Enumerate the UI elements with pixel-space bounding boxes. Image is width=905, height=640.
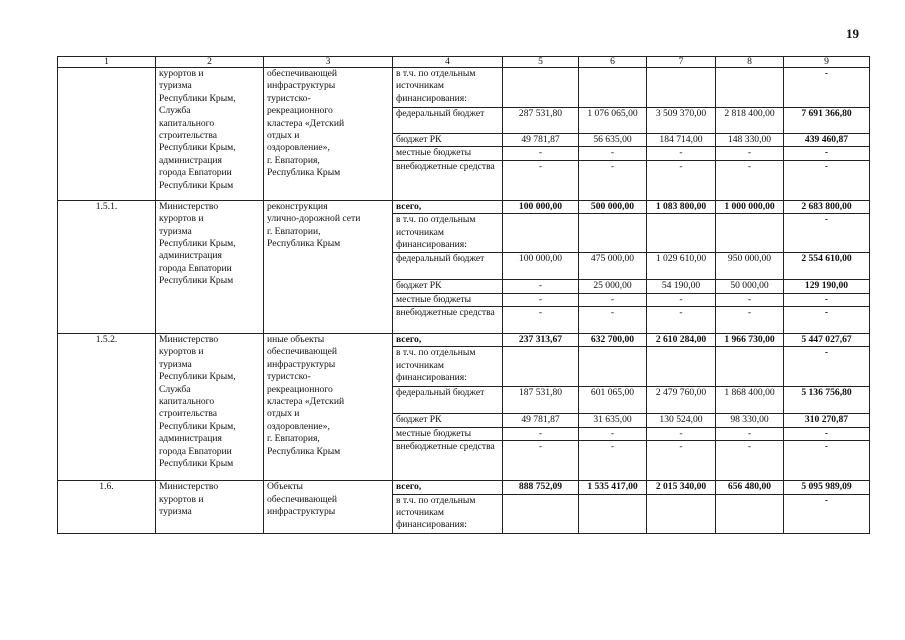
amount-cell: - [647,293,716,306]
amount-cell: - [716,441,784,481]
amount-cell [503,214,579,253]
table-row [58,200,870,213]
amount-cell: - [503,427,579,440]
amount-cell: 130 524,00 [647,414,716,427]
amount-cell: 3 509 370,00 [647,108,716,134]
object-description: реконструкция улично-дорожной сети г. Евпатории, Республика Крым [264,200,393,333]
amount-cell: 1 000 000,00 [716,200,784,213]
amount-cell: 5 136 756,80 [784,387,870,414]
financing-source-label: внебюджетные средства [393,441,503,481]
amount-cell: - [784,160,870,200]
financing-source-label: местные бюджеты [393,147,503,160]
amount-cell: 54 190,00 [647,280,716,293]
amount-cell: - [579,160,647,200]
financing-source-label: внебюджетные средства [393,160,503,200]
financing-source-label: в т.ч. по отдельным источникам финансирования: [393,68,503,108]
table-row [58,68,870,108]
financing-source-label: местные бюджеты [393,427,503,440]
financing-source-label: всего, [393,200,503,213]
financing-source-label: в т.ч. по отдельным источникам финансирования: [393,347,503,387]
amount-cell: 2 479 760,00 [647,387,716,414]
amount-cell [579,214,647,253]
amount-cell: 601 065,00 [579,387,647,414]
financing-source-label: всего, [393,481,503,494]
amount-cell: 1 083 800,00 [647,200,716,213]
amount-cell: 1 868 400,00 [716,387,784,414]
page-number: 19 [846,26,859,41]
amount-cell: - [784,347,870,387]
amount-cell [579,494,647,533]
amount-cell: 187 531,80 [503,387,579,414]
responsible-organizations: Министерство курортов и туризма Республики Крым, Служба капитального строительства Республики Крым, администрация города Евпатории Республики Крым [156,334,264,481]
amount-cell: 1 029 610,00 [647,253,716,280]
amount-cell: 2 554 610,00 [784,253,870,280]
financing-source-label: внебюджетные средства [393,307,503,334]
amount-cell: 656 480,00 [716,481,784,494]
item-index [58,68,156,201]
responsible-organizations: курортов и туризма Республики Крым, Служба капитального строительства Республики Крым, администрация города Евпатории Республики Крым [156,68,264,201]
amount-cell: 950 000,00 [716,253,784,280]
item-index: 1.5.2. [58,334,156,481]
amount-cell: 5 095 989,09 [784,481,870,494]
amount-cell: - [647,307,716,334]
amount-cell: - [784,441,870,481]
financing-source-label: местные бюджеты [393,293,503,306]
responsible-organizations: Министерство курортов и туризма Республики Крым, администрация города Евпатории Республики Крым [156,200,264,333]
amount-cell: 2 015 340,00 [647,481,716,494]
column-number: 8 [716,57,784,68]
column-number: 2 [156,57,264,68]
amount-cell: - [579,147,647,160]
amount-cell: - [784,293,870,306]
amount-cell [647,68,716,108]
amount-cell [647,214,716,253]
amount-cell: - [647,427,716,440]
financing-source-label: федеральный бюджет [393,108,503,134]
amount-cell [647,494,716,533]
amount-cell [716,494,784,533]
amount-cell: 49 781,87 [503,134,579,147]
amount-cell: 2 610 284,00 [647,334,716,347]
amount-cell: 287 531,80 [503,108,579,134]
amount-cell: - [784,214,870,253]
amount-cell: - [503,441,579,481]
amount-cell: - [647,147,716,160]
financing-table [57,56,870,534]
amount-cell: - [579,307,647,334]
amount-cell: - [784,147,870,160]
amount-cell: - [579,427,647,440]
amount-cell: 1 535 417,00 [579,481,647,494]
amount-cell: 2 683 800,00 [784,200,870,213]
column-number: 4 [393,57,503,68]
amount-cell: - [503,280,579,293]
amount-cell [647,347,716,387]
amount-cell: 237 313,67 [503,334,579,347]
amount-cell: 632 700,00 [579,334,647,347]
amount-cell: 5 447 027,67 [784,334,870,347]
table-row [58,334,870,347]
table-row [58,481,870,494]
amount-cell: - [503,147,579,160]
financing-source-label: федеральный бюджет [393,387,503,414]
amount-cell: - [503,293,579,306]
financing-source-label: всего, [393,334,503,347]
amount-cell: - [784,307,870,334]
amount-cell: 129 190,00 [784,280,870,293]
amount-cell [503,347,579,387]
financing-source-label: в т.ч. по отдельным источникам финансирования: [393,494,503,533]
column-number: 5 [503,57,579,68]
amount-cell: 100 000,00 [503,253,579,280]
financing-source-label: федеральный бюджет [393,253,503,280]
amount-cell [503,494,579,533]
amount-cell [716,347,784,387]
amount-cell: - [716,293,784,306]
table-body [58,57,870,534]
financing-source-label: бюджет РК [393,134,503,147]
amount-cell: - [716,307,784,334]
amount-cell: 1 966 730,00 [716,334,784,347]
column-number: 9 [784,57,870,68]
amount-cell [579,347,647,387]
amount-cell: 2 818 400,00 [716,108,784,134]
column-number: 6 [579,57,647,68]
amount-cell: 25 000,00 [579,280,647,293]
column-number-row [58,57,870,68]
amount-cell: 439 460,87 [784,134,870,147]
amount-cell: 475 000,00 [579,253,647,280]
amount-cell: 98 330,00 [716,414,784,427]
amount-cell: - [784,68,870,108]
amount-cell [579,68,647,108]
column-number: 3 [264,57,393,68]
amount-cell: 49 781,87 [503,414,579,427]
amount-cell: - [503,160,579,200]
financing-source-label: бюджет РК [393,414,503,427]
amount-cell: - [579,293,647,306]
amount-cell: - [503,307,579,334]
amount-cell: - [579,441,647,481]
amount-cell: - [716,427,784,440]
amount-cell: 56 635,00 [579,134,647,147]
amount-cell [503,68,579,108]
financing-source-label: бюджет РК [393,280,503,293]
amount-cell: - [716,147,784,160]
amount-cell: 888 752,09 [503,481,579,494]
amount-cell [716,68,784,108]
object-description: иные объекты обеспечивающей инфраструктуры туристско- рекреационного кластера «Детский отдых и оздоровление», г. Евпатория, Республика Крым [264,334,393,481]
amount-cell [716,214,784,253]
responsible-organizations: Министерство курортов и туризма [156,481,264,533]
amount-cell: 310 270,87 [784,414,870,427]
item-index: 1.6. [58,481,156,533]
amount-cell: 31 635,00 [579,414,647,427]
financing-source-label: в т.ч. по отдельным источникам финансирования: [393,214,503,253]
amount-cell: 148 330,00 [716,134,784,147]
object-description: Объекты обеспечивающей инфраструктуры [264,481,393,533]
amount-cell: - [647,441,716,481]
column-number: 7 [647,57,716,68]
amount-cell: 184 714,00 [647,134,716,147]
amount-cell: - [784,427,870,440]
amount-cell: 50 000,00 [716,280,784,293]
amount-cell: 500 000,00 [579,200,647,213]
amount-cell: - [716,160,784,200]
amount-cell: 1 076 065,00 [579,108,647,134]
amount-cell: - [784,494,870,533]
amount-cell: - [647,160,716,200]
amount-cell: 100 000,00 [503,200,579,213]
amount-cell: 7 691 366,80 [784,108,870,134]
column-number: 1 [58,57,156,68]
object-description: обеспечивающей инфраструктуры туристско- рекреационного кластера «Детский отдых и оздоровление», г. Евпатория, Республика Крым [264,68,393,201]
item-index: 1.5.1. [58,200,156,333]
